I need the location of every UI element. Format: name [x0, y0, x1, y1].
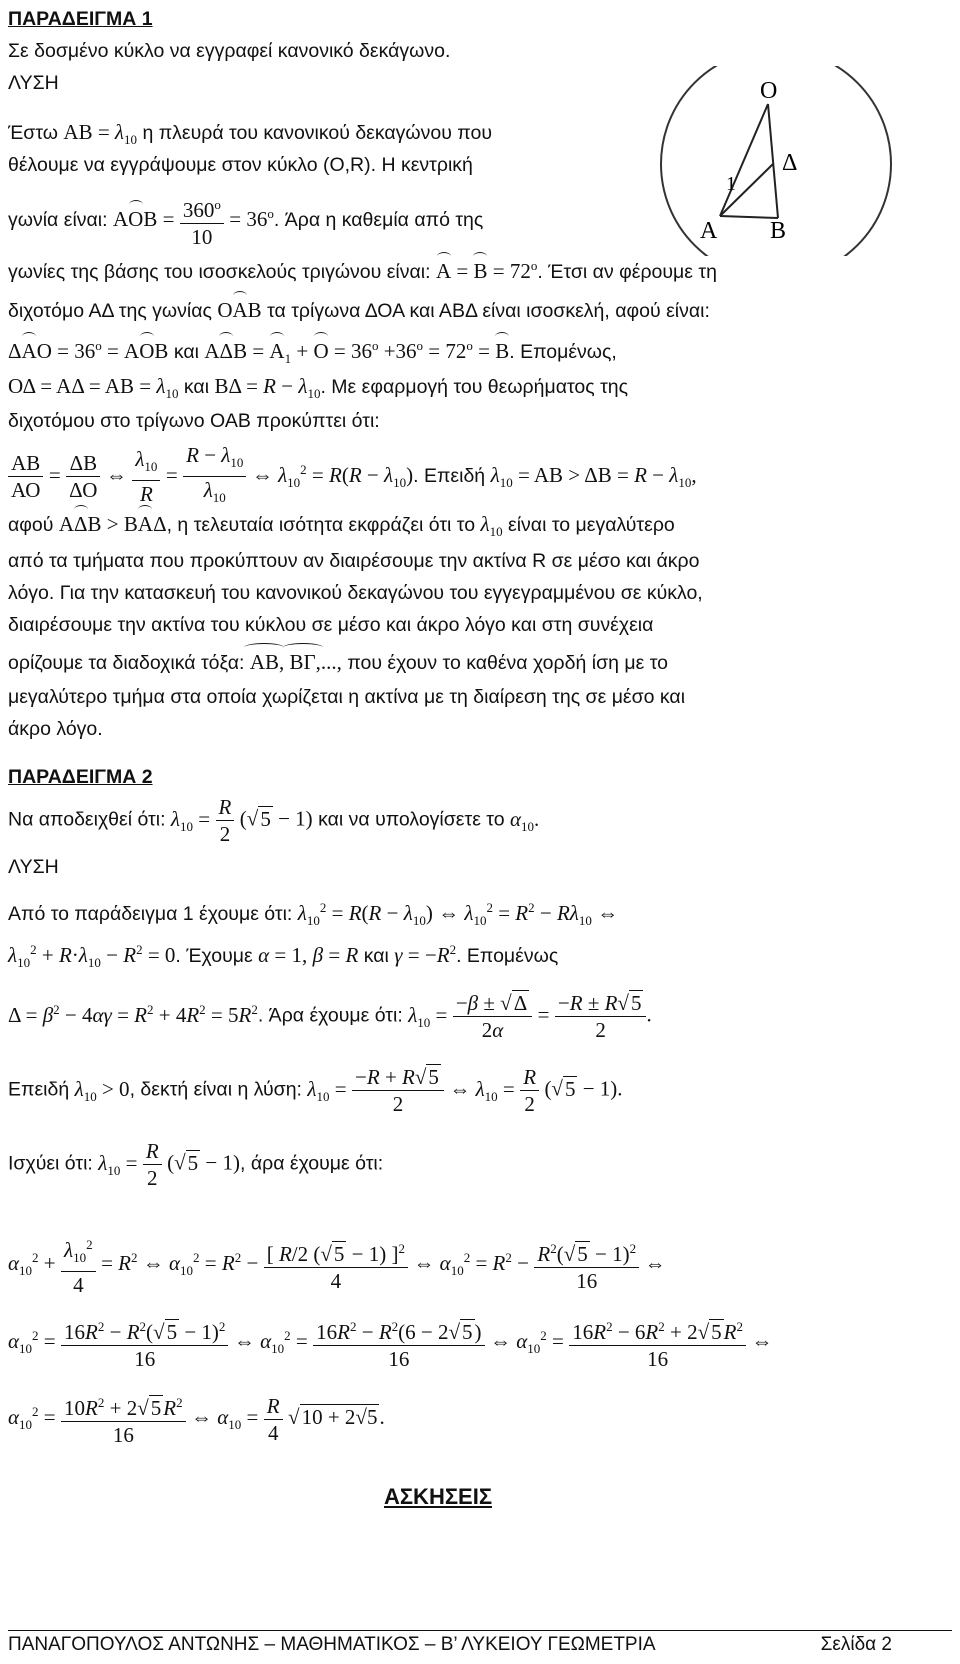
- paragraph-line-3: διαιρέσουμε την ακτίνα του κύκλου σε μέσο και άκρο λόγο και στη συνέχεια: [8, 614, 654, 636]
- line-from-example1: Από το παράδειγμα 1 έχουμε ότι: $\lambda_{10}^2 = R(R - \lambda_{10})$ ⇔ $\lambda_{10}^2 = R^2 - R\lambda_{10}$ ⇔: [8, 900, 619, 929]
- paragraph-line-4: ορίζουμε τα διαδοχικά τόξα: ΑΒ, ΒΓ,..., που έχουν το καθένα χορδή ίση με το: [8, 650, 668, 674]
- label-B: B: [770, 218, 787, 244]
- paragraph-line-1: από τα τμήματα που προκύπτουν αν διαιρέσουμε την ακτίνα R σε μέσο και άκρο: [8, 550, 700, 572]
- line-holds: Ισχύει ότι: $\lambda_{10}$ = $\frac{R}{2}$ (√5 − 1), άρα έχουμε ότι:: [8, 1139, 384, 1190]
- example2-solution-label: ΛΥΣΗ: [8, 856, 59, 878]
- equation-row-1: $\alpha_{10}^2$ + $\frac{\lambda_{10}^2}{4}$ = $R^2$ ⇔ $\alpha_{10}^2 = R^2$ − $\frac{[ R/2 (√5 - 1) ]^2}{4}$ ⇔ $\alpha_{10}^2 = R^2$ − $\frac{R^2(√5 - 1)^2}{16}$ ⇔: [8, 1232, 666, 1298]
- line-base-angles: γωνίες της βάσης του ισοσκελούς τριγώνου είναι: $A = B = 72^o$. Έτσι αν φέρουμε τη: [8, 258, 717, 283]
- label-D: Δ: [782, 150, 798, 176]
- line-central-angle: γωνία είναι: ΑΟΒ = $\frac{360^o}{10}$ = $36^o$. Άρα η καθεμία από της: [8, 192, 483, 250]
- example1-statement: Σε δοσμένο κύκλο να εγγραφεί κανονικό δεκάγωνο.: [8, 40, 451, 62]
- paragraph-line-6: άκρο λόγο.: [8, 718, 103, 740]
- page-number: Σελίδα 2: [820, 1634, 892, 1655]
- line-since: αφού ΑΔΒ > ΒΑΔ, η τελευταία ισότητα εκφράζει ότι το $\lambda_{10}$ είναι το μεγαλύτερο: [8, 512, 675, 540]
- label-O: O: [760, 78, 778, 104]
- label-A: A: [700, 218, 718, 244]
- example2-title: ΠΑΡΑΔΕΙΓΜΑ 2: [8, 766, 153, 788]
- footer-divider: [8, 1630, 952, 1631]
- side-OB: [768, 104, 778, 218]
- footer: [8, 1634, 952, 1656]
- footer-author: ΠΑΝΑΓΟΠΟΥΛΟΣ ΑΝΤΩΝΗΣ – ΜΑΘΗΜΑΤΙΚΟΣ – Β’ ΛΥΚΕΙΟΥ ΓΕΩΜΕΤΡΙΑ: [8, 1634, 656, 1655]
- equation-row-3: $\alpha_{10}^2$ = $\frac{10R^2 + 2√5R^2}{16}$ ⇔ $\alpha_{10}$ = $\frac{R}{4}$ √10 + 2√5.: [8, 1390, 385, 1448]
- example1-solution-label: ΛΥΣΗ: [8, 72, 59, 94]
- example1-title: ΠΑΡΑΔΕΙΓΜΑ 1: [8, 8, 153, 30]
- exercises-title: ΑΣΚΗΣΕΙΣ: [383, 1484, 493, 1509]
- equation-row-2: $\alpha_{10}^2$ = $\frac{16R^2 - R^2(√5 - 1)^2}{16}$ ⇔ $\alpha_{10}^2$ = $\frac{16R^2 - R^2(6 - 2√5)}{16}$ ⇔ $\alpha_{10}^2$ = $\frac{16R^2 - 6R^2 + 2√5R^2}{16}$ ⇔: [8, 1314, 772, 1372]
- label-angle-1: 1: [726, 173, 736, 195]
- line-side-def: Έστω $AB = \lambda_{10}$ η πλευρά του κανονικού δεκαγώνου που: [8, 120, 492, 148]
- line-inscribe: θέλουμε να εγγράψουμε στον κύκλο (Ο,R). Η κεντρική: [8, 154, 473, 176]
- line-segments: $O\Delta = A\Delta = AB = \lambda_{10}$ και $B\Delta = R - \lambda_{10}$. Με εφαρμογή του θεωρήματος της: [8, 374, 629, 402]
- inscribed-decagon-figure: [640, 66, 900, 256]
- line-quadratic: $\lambda_{10}^2 + R\cdot\lambda_{10} - R^2 = 0$. Έχουμε α = 1, β = R και $\gamma = -R^2$. Επομένως: [8, 942, 559, 971]
- line-isosceles-angles: $\Delta AO = 36^o = AOB$ και $A\Delta B = A_1 + O = 36^o +36^o = 72^o = B$. Επομένως,: [8, 338, 617, 367]
- paragraph-line-2: λόγο. Για την κατασκευή του κανονικού δεκαγώνου του εγγεγραμμένου σε κύκλο,: [8, 582, 703, 604]
- example2-question: Να αποδειχθεί ότι: $\lambda_{10}$ = $\frac{R}{2}$ (√5 − 1) και να υπολογίσετε το $\alpha_{10}$.: [8, 795, 540, 846]
- paragraph-line-5: μεγαλύτερο τμήμα στα οποία χωρίζεται η ακτίνα με τη διαίρεση της σε μέσο και: [8, 686, 686, 708]
- line-bisector: διχοτόμο ΑΔ της γωνίας ΟΑΒ τα τρίγωνα ΔΟΑ και ΑΒΔ είναι ισοσκελή, αφού είναι:: [8, 298, 710, 322]
- line-ratio: $\frac{AB}{AO}$ = $\frac{\Delta B}{\Delta O}$ ⇔ $\frac{\lambda_{10}}{R}$ = $\frac{R - \lambda_{10}}{\lambda_{10}}$ ⇔ $\lambda_{10}^2 = R(R - \lambda_{10})$. Επειδή $\lambda_{10} = AB > \Delta B = R - \lambda_{10}$,: [8, 442, 697, 511]
- line-discriminant: $\Delta = \beta^2 - 4\alpha\gamma = R^2 + 4R^2 = 5R^2$. Άρα έχουμε ότι: $\lambda_{10}$ = $\frac{-\beta \pm √\Delta}{2\alpha}$ = $\frac{-R \pm R√5}{2}$ .: [8, 991, 652, 1042]
- side-OA: [720, 104, 768, 216]
- line-bisector-theorem: διχοτόμου στο τρίγωνο ΟΑΒ προκύπτει ότι:: [8, 410, 380, 432]
- line-positive-solution: Επειδή $\lambda_{10} > 0$, δεκτή είναι η λύση: $\lambda_{10}$ = $\frac{-R + R√5}{2}$ ⇔ $\lambda_{10}$ = $\frac{R}{2}$ (√5 − 1).: [8, 1065, 623, 1116]
